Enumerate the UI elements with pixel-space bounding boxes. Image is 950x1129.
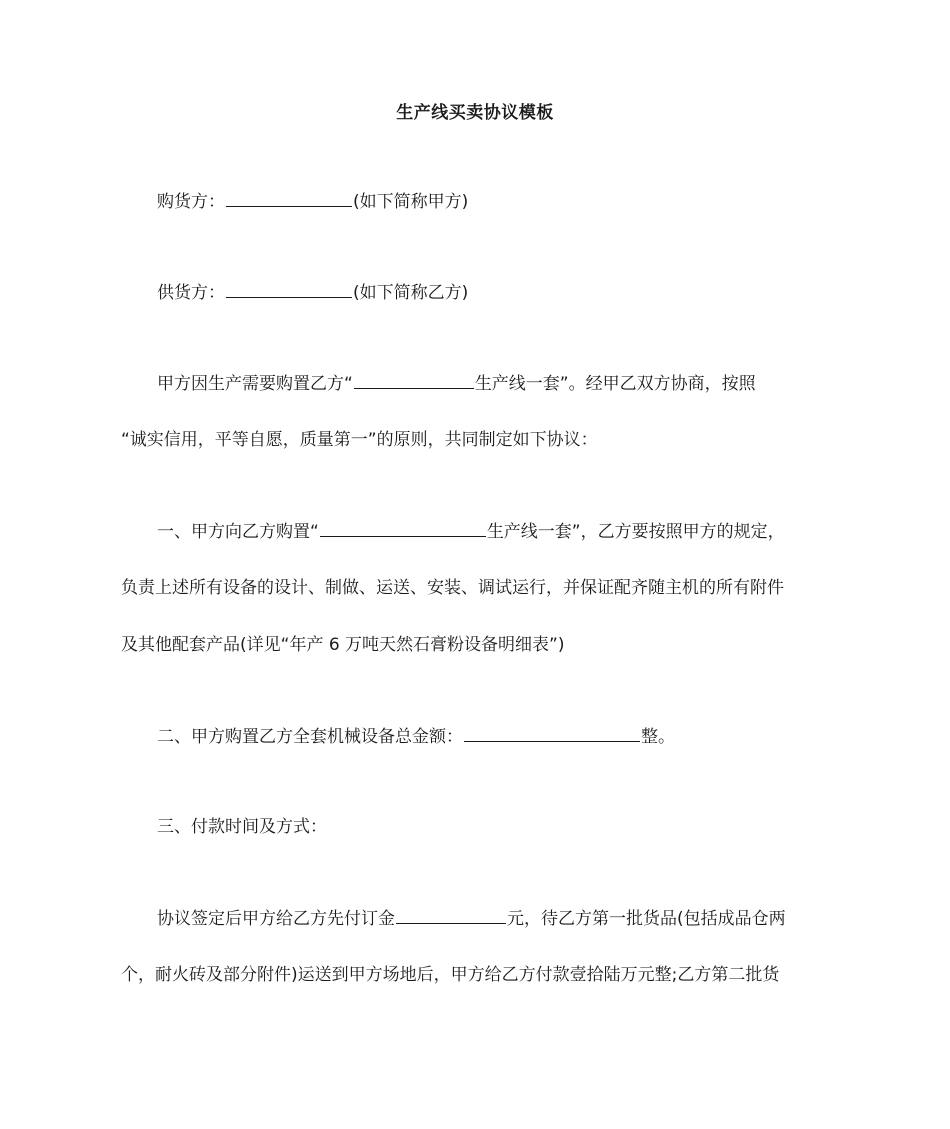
clause2-text-pre: 二、甲方购置乙方全套机械设备总金额： [157, 727, 463, 747]
buyer-suffix: (如下简称甲方) [353, 192, 469, 212]
clause1-product-blank [320, 519, 486, 537]
clause3-text-post: 元，待乙方第一批货品(包括成品仓两 [507, 909, 786, 929]
clause1-line-3: 及其他配套产品(详见“年产 6 万吨天然石膏粉设备明细表”) [121, 635, 565, 655]
intro-text-pre: 甲方因生产需要购置乙方“ [157, 374, 353, 394]
clause1-text-post: 生产线一套”，乙方要按照甲方的规定， [486, 522, 785, 542]
intro-line-2: “诚实信用，平等自愿，质量第一”的原则，共同制定如下协议： [121, 430, 598, 450]
clause2-text-post: 整。 [641, 727, 675, 747]
clause1-line-1 [157, 519, 837, 544]
intro-product-blank [354, 371, 474, 389]
buyer-line [157, 189, 837, 214]
intro-text-post: 生产线一套”。经甲乙双方协商，按照 [474, 374, 756, 394]
clause2-amount-blank [464, 724, 640, 742]
clause2-line [157, 724, 837, 749]
clause3-line-2: 个，耐火砖及部分附件)运送到甲方场地后，甲方给乙方付款壹拾陆万元整;乙方第二批货 [121, 965, 780, 985]
supplier-suffix: (如下简称乙方) [353, 283, 469, 303]
clause1-line-2: 负责上述所有设备的设计、制做、运送、安装、调试运行，并保证配齐随主机的所有附件 [121, 578, 784, 598]
intro-line-1 [157, 371, 837, 396]
clause3-line-1 [157, 906, 837, 931]
clause3-deposit-blank [396, 906, 506, 924]
buyer-name-blank [226, 189, 352, 207]
clause1-text-pre: 一、甲方向乙方购置“ [157, 522, 319, 542]
clause3-heading: 三、付款时间及方式： [157, 817, 327, 837]
buyer-label: 购货方： [157, 192, 225, 212]
supplier-line [157, 280, 837, 305]
document-title: 生产线买卖协议模板 [396, 103, 554, 123]
supplier-label: 供货方： [157, 283, 225, 303]
clause3-text-pre: 协议签定后甲方给乙方先付订金 [157, 909, 395, 929]
supplier-name-blank [226, 280, 352, 298]
